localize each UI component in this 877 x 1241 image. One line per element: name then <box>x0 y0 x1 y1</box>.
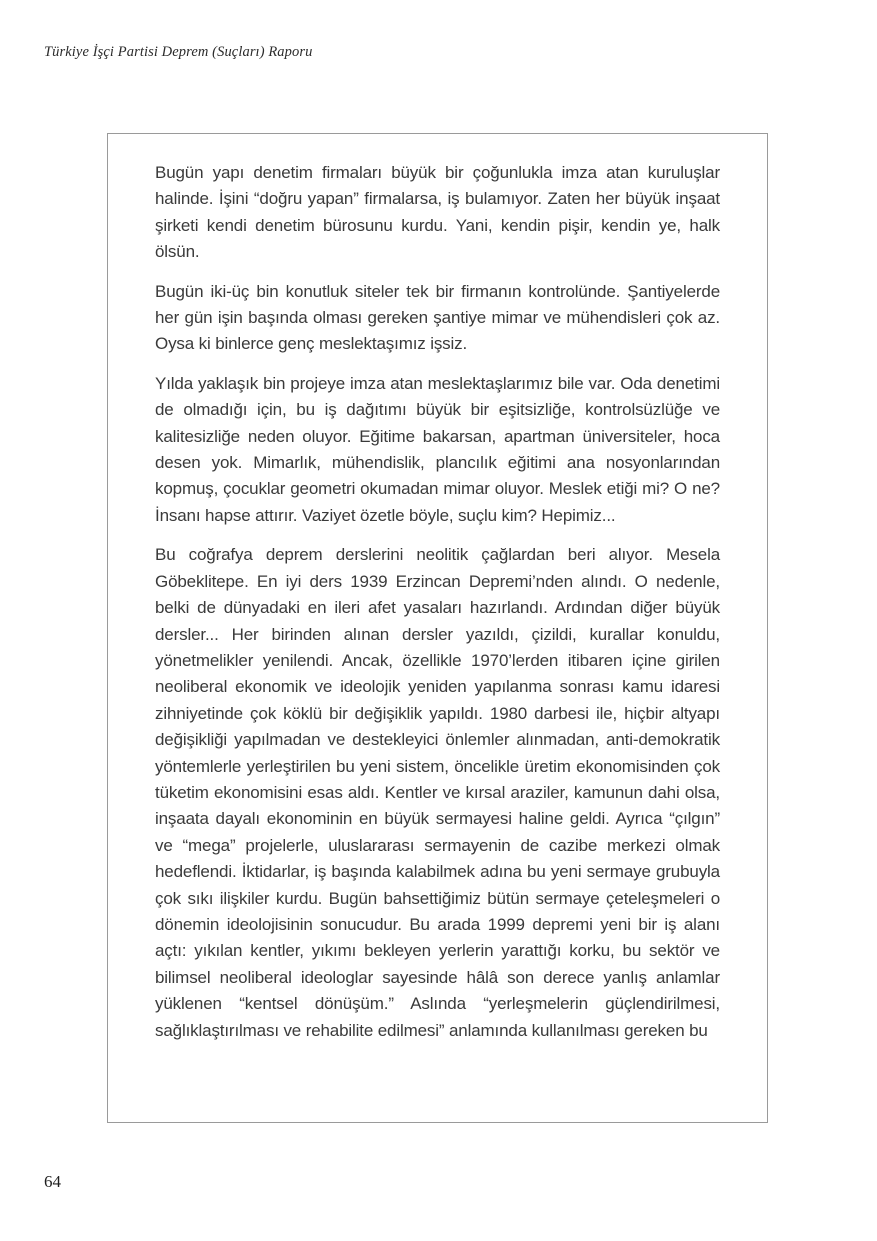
page-number: 64 <box>44 1172 61 1191</box>
quoted-text-box <box>107 133 768 1123</box>
paragraph: Yılda yaklaşık bin projeye imza atan meslektaşlarımız bile var. Oda denetimi de olmadığı için, bu iş dağıtımı büyük bir eşitsizliğe, kontrolsüzlüğe ve kalitesizliğe neden oluyor. Eğitime bakarsan, apartman üniversiteler, hoca desen yok. Mimarlık, mühendislik, plancılık eğitimi ana nosyonlarından kopmuş, çocuklar geometri okumadan mimar oluyor. Meslek etiği mi? O ne? İnsanı hapse attırır. Vaziyet özetle böyle, suçlu kim? Hepimiz... <box>155 373 720 525</box>
paragraph: Bugün yapı denetim firmaları büyük bir çoğunlukla imza atan kuruluşlar halinde. İşini “doğru yapan” firmalarsa, iş bulamıyor. Zaten her büyük inşaat şirketi kendi denetim bürosunu kurdu. Yani, kendin pişir, kendin ye, halk ölsün. <box>155 163 720 262</box>
running-header-title: Türkiye İşçi Partisi Deprem (Suçları) Raporu <box>44 44 313 60</box>
paragraph: Bugün iki-üç bin konutluk siteler tek bir firmanın kontrolünde. Şantiyelerde her gün işin başında olması gereken şantiye mimar ve mühendisleri çok az. Oysa ki binlerce genç meslektaşımız işsiz. <box>155 281 720 354</box>
paragraph: Bu coğrafya deprem derslerini neolitik çağlardan beri alıyor. Mesela Göbeklitepe. En iyi ders 1939 Erzincan Depremi’nden alındı. O nedenle, belki de dünyadaki en ileri afet yasaları hazırlandı. Ardından diğer büyük dersler... Her birinden alınan dersler yazıldı, çizildi, kurallar konuldu, yönetmelikler yenilendi. Ancak, özellikle 1970’lerden itibaren içine girilen neoliberal ekonomik ve ideolojik yeniden yapılanma sonrası kamu idaresi zihniyetinde çok köklü bir değişiklik yapıldı. 1980 darbesi ile, hiçbir altyapı değişikliği yapılmadan ve destekleyici önlemler alınmadan, anti-demokratik yöntemlerle yerleştirilen bu yeni sistem, öncelikle üretim ekonomisinden çok tüketim ekonomisini esas aldı. Kentler ve kırsal araziler, kamunun dahi olsa, inşaata dayalı ekonominin en büyük sermayesi haline geldi. Ayrıca “çılgın” ve “mega” projelerle, uluslararası sermayenin de cazibe merkezi olmak hedeflendi. İktidarlar, iş başında kalabilmek adına bu yeni sermaye grubuyla çok sıkı ilişkiler kurdu. Bugün bahsettiğimiz bütün sermaye çeteleşmeleri o dönemin ideolojisinin sonucudur. Bu arada 1999 depremi yeni bir iş alanı açtı: yıkılan kentler, yıkımı bekleyen yerlerin yarattığı korku, bu sektör ve bilimsel neoliberal ideologlar sayesinde hâlâ son derece yanlış anlamlar yüklenen “kentsel dönüşüm.” Aslında “yerleşmelerin güçlendirilmesi, sağlıklaştırılması ve rehabilite edilmesi” anlamında kullanılması gereken bu <box>155 545 720 1040</box>
